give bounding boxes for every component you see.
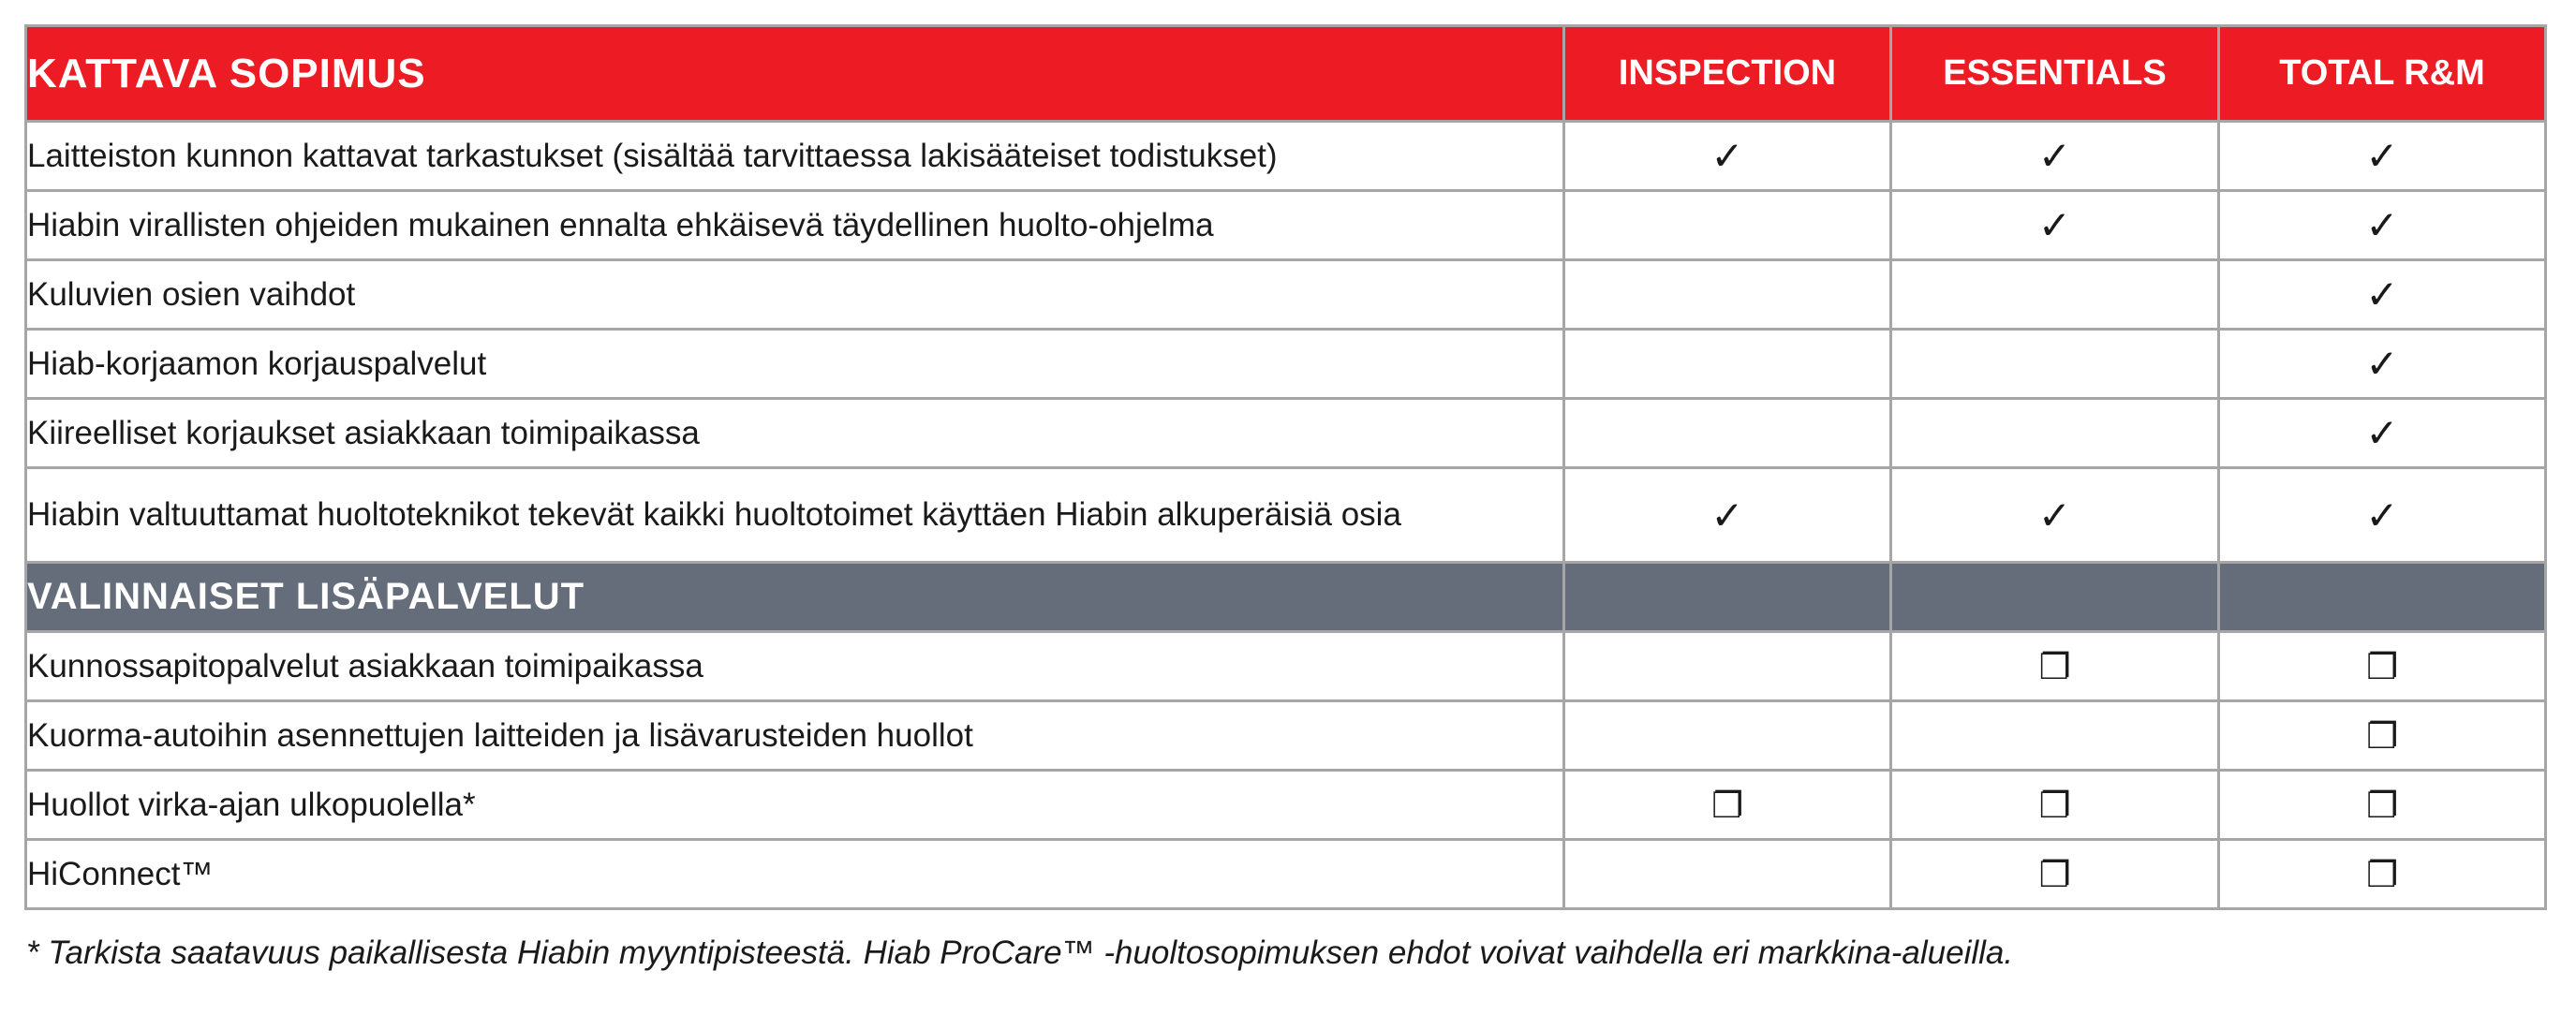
optional-box-icon: ❐ <box>1564 771 1891 840</box>
empty-cell <box>1891 330 2219 399</box>
empty-cell <box>1564 632 1891 701</box>
empty-cell <box>1891 260 2219 330</box>
row-label: Kunnossapitopalvelut asiakkaan toimipaikassa <box>26 632 1564 701</box>
table-header-row <box>26 26 2546 122</box>
optional-box-icon: ❐ <box>1891 632 2219 701</box>
optional-box-icon: ❐ <box>2219 840 2546 909</box>
table-row <box>26 260 2546 330</box>
check-icon: ✓ <box>1564 468 1891 563</box>
empty-cell <box>1564 840 1891 909</box>
optional-box-icon: ❐ <box>1891 840 2219 909</box>
plan-header-inspection: INSPECTION <box>1564 26 1891 122</box>
section-header-cell <box>2219 563 2546 632</box>
row-label: Hiabin valtuuttamat huoltoteknikot tekevät kaikki huoltotoimet käyttäen Hiabin alkuperäisiä osia <box>26 468 1564 563</box>
table-row <box>26 191 2546 260</box>
check-icon: ✓ <box>2219 122 2546 191</box>
row-label: Kiireelliset korjaukset asiakkaan toimipaikassa <box>26 399 1564 468</box>
table-row <box>26 701 2546 771</box>
empty-cell <box>1564 399 1891 468</box>
table-row <box>26 330 2546 399</box>
row-label: Hiabin virallisten ohjeiden mukainen ennalta ehkäisevä täydellinen huolto-ohjelma <box>26 191 1564 260</box>
section-title-optional: VALINNAISET LISÄPALVELUT <box>26 563 1564 632</box>
row-label: Kuluvien osien vaihdot <box>26 260 1564 330</box>
table-row <box>26 632 2546 701</box>
check-icon: ✓ <box>1564 122 1891 191</box>
empty-cell <box>1564 330 1891 399</box>
table-row <box>26 122 2546 191</box>
optional-box-icon: ❐ <box>2219 632 2546 701</box>
optional-box-icon: ❐ <box>1891 771 2219 840</box>
row-label: Huollot virka-ajan ulkopuolella* <box>26 771 1564 840</box>
optional-section-header-row <box>26 563 2546 632</box>
check-icon: ✓ <box>2219 330 2546 399</box>
optional-box-icon: ❐ <box>2219 771 2546 840</box>
table-row <box>26 771 2546 840</box>
section-title-comprehensive: KATTAVA SOPIMUS <box>26 26 1564 122</box>
section-header-cell <box>1891 563 2219 632</box>
row-label: Hiab-korjaamon korjauspalvelut <box>26 330 1564 399</box>
row-label: Laitteiston kunnon kattavat tarkastukset (sisältää tarvittaessa lakisääteiset todistukset) <box>26 122 1564 191</box>
table-row <box>26 468 2546 563</box>
table-row <box>26 840 2546 909</box>
empty-cell <box>1891 399 2219 468</box>
check-icon: ✓ <box>2219 260 2546 330</box>
empty-cell <box>1564 701 1891 771</box>
table-row <box>26 399 2546 468</box>
row-label: Kuorma-autoihin asennettujen laitteiden ja lisävarusteiden huollot <box>26 701 1564 771</box>
plan-header-total-rm: TOTAL R&M <box>2219 26 2546 122</box>
check-icon: ✓ <box>1891 122 2219 191</box>
row-label: HiConnect™ <box>26 840 1564 909</box>
check-icon: ✓ <box>2219 399 2546 468</box>
empty-cell <box>1564 260 1891 330</box>
check-icon: ✓ <box>1891 191 2219 260</box>
service-comparison-table <box>24 24 2547 910</box>
empty-cell <box>1891 701 2219 771</box>
plan-header-essentials: ESSENTIALS <box>1891 26 2219 122</box>
footnote: * Tarkista saatavuus paikallisesta Hiabin myyntipisteestä. Hiab ProCare™ -huoltosopimuksen ehdot voivat vaihdella eri markkina-alueilla. <box>26 934 2014 971</box>
check-icon: ✓ <box>1891 468 2219 563</box>
empty-cell <box>1564 191 1891 260</box>
check-icon: ✓ <box>2219 191 2546 260</box>
check-icon: ✓ <box>2219 468 2546 563</box>
optional-box-icon: ❐ <box>2219 701 2546 771</box>
section-header-cell <box>1564 563 1891 632</box>
